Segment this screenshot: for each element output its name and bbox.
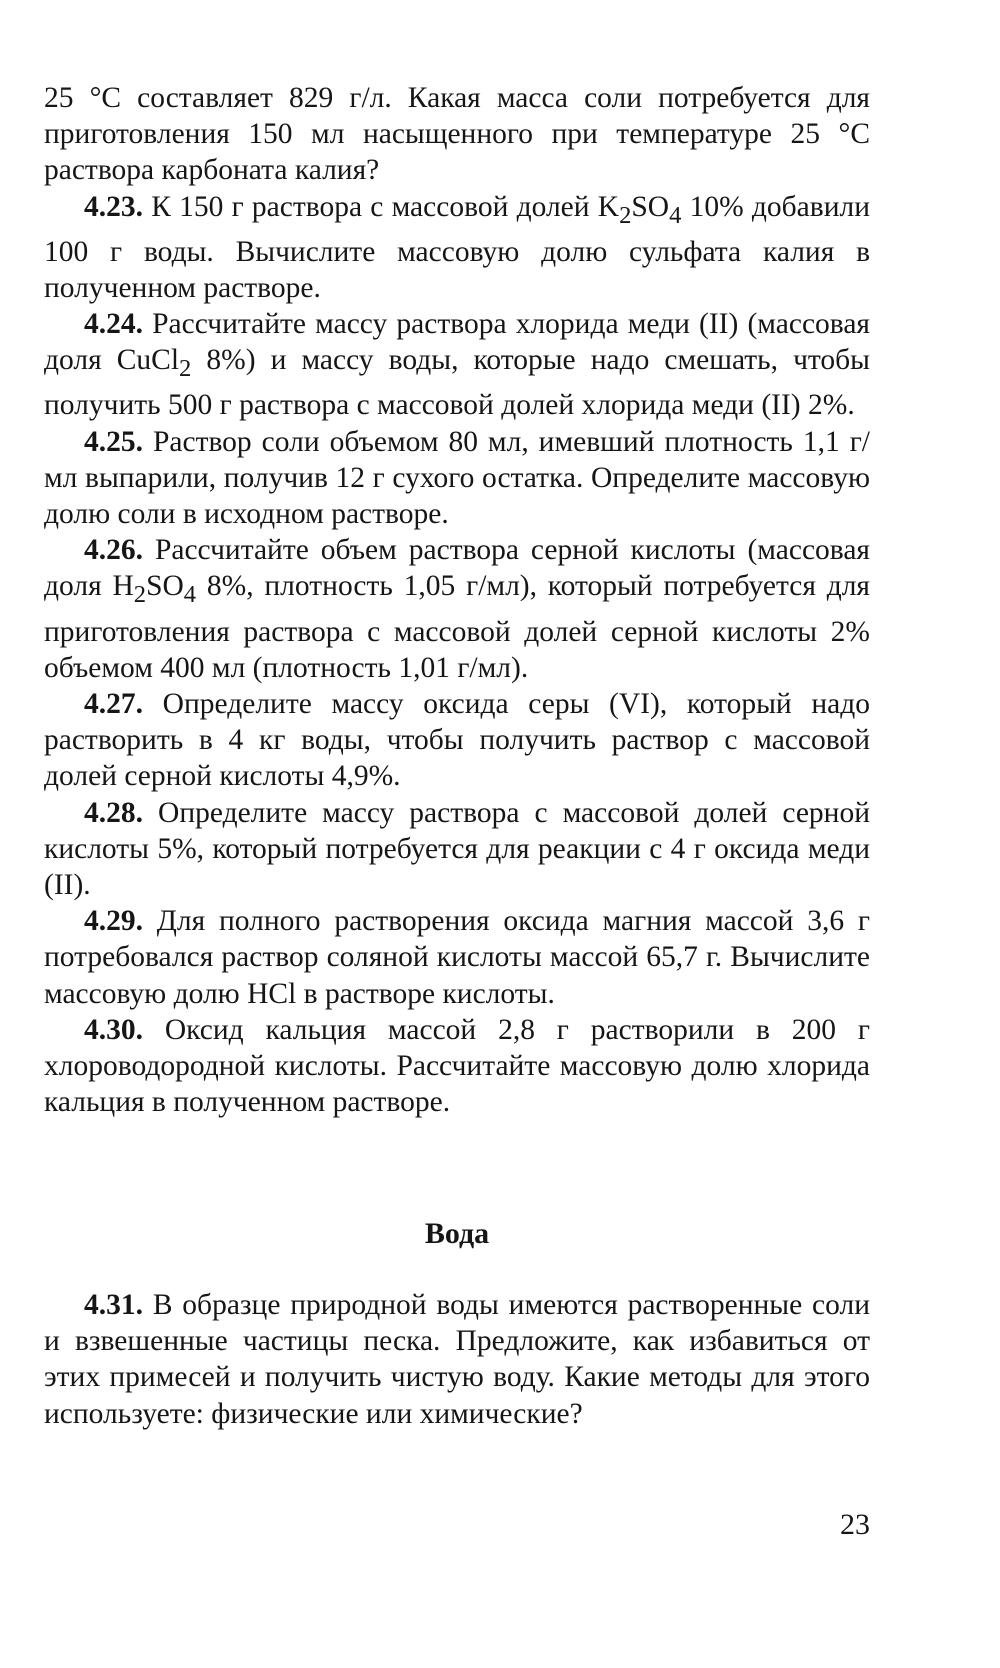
problem-number: 4.29. xyxy=(84,905,143,938)
problem-text: Определите массу раствора с массовой долей серной кислоты 5%, который потребуется для реакции с 4 г оксида меди (II). xyxy=(44,796,870,901)
section-heading: Вода xyxy=(424,1217,490,1250)
problem-text-part: SO xyxy=(146,570,184,603)
problem-number: 4.30. xyxy=(84,1013,143,1046)
problem-4-29 xyxy=(44,903,870,1012)
page-body xyxy=(44,80,870,1120)
page-number: 23 xyxy=(840,1508,870,1541)
subscript: 2 xyxy=(179,355,192,383)
subscript: 2 xyxy=(133,581,147,609)
problem-text-part: SO xyxy=(631,190,670,223)
subscript: 2 xyxy=(619,201,632,229)
problem-text-part: 8%, плотность 1,05 г/мл), который потребуется для приготовления раствора с массовой долей серной кислоты 2% объемом 400 мл (плотность 1,01 г/мл). xyxy=(44,570,870,684)
problem-text: Для полного растворения оксида магния массой 3,6 г потребовался раствор соляной кислоты массой 65,7 г. Вычислите массовую долю HCl в растворе кислоты. xyxy=(44,905,870,1010)
problem-4-23 xyxy=(44,189,870,307)
problem-4-25 xyxy=(44,424,870,533)
problem-text: В образце природной воды имеются растворенные соли и взвешенные частицы песка. Предложите, как избавиться от этих примесей и получить чистую воду. Какие методы для этого используете: физические или химические? xyxy=(44,1289,870,1430)
problem-4-31 xyxy=(44,1287,870,1432)
problem-text-part: Рассчитайте объем раствора серной кислоты (массовая доля H xyxy=(44,534,870,603)
problem-4-28 xyxy=(44,795,870,904)
problem-4-30 xyxy=(44,1012,870,1121)
problem-4-24 xyxy=(44,306,870,424)
problem-text-part: К 150 г раствора с массовой долей K xyxy=(143,190,620,223)
problem-text: Оксид кальция массой 2,8 г растворили в 200 г хлороводородной кислоты. Рассчитайте массовую долю хлорида кальция в полученном растворе. xyxy=(44,1013,870,1119)
problem-number: 4.25. xyxy=(84,425,143,458)
subscript: 4 xyxy=(183,581,197,609)
problem-text-part: Рассчитайте массу раствора хлорида меди (II) (массовая доля CuCl xyxy=(44,308,870,377)
problem-number: 4.27. xyxy=(84,687,143,720)
problem-number: 4.28. xyxy=(84,796,143,829)
problem-text-part: 8%) и массу воды, которые надо смешать, чтобы получить 500 г раствора с массовой долей хлорида меди (II) 2%. xyxy=(44,344,870,422)
problem-text: Раствор соли объемом 80 мл, имевший плотность 1,1 г/мл выпарили, получив 12 г сухого остатка. Определите массовую долю соли в исходном растворе. xyxy=(44,425,870,531)
problem-text: Определите массу оксида серы (VI), который надо растворить в 4 кг воды, чтобы получить раствор с массовой долей серной кислоты 4,9%. xyxy=(44,687,870,793)
problem-number: 4.23. xyxy=(84,190,143,223)
subscript: 4 xyxy=(669,201,682,229)
section-body xyxy=(44,1287,870,1432)
intro-paragraph: 25 °C составляет 829 г/л. Какая масса соли потребуется для приготовления 150 мл насыщенного при температуре 25 °C раствора карбоната калия? xyxy=(44,82,870,187)
problem-4-26 xyxy=(44,532,870,686)
problem-number: 4.26. xyxy=(84,534,143,567)
problem-text-part: 10% добавили 100 г воды. Вычислите массовую долю сульфата калия в полученном растворе. xyxy=(44,190,870,304)
problem-number: 4.31. xyxy=(84,1289,143,1321)
problem-4-27 xyxy=(44,686,870,795)
problem-number: 4.24. xyxy=(84,308,143,341)
